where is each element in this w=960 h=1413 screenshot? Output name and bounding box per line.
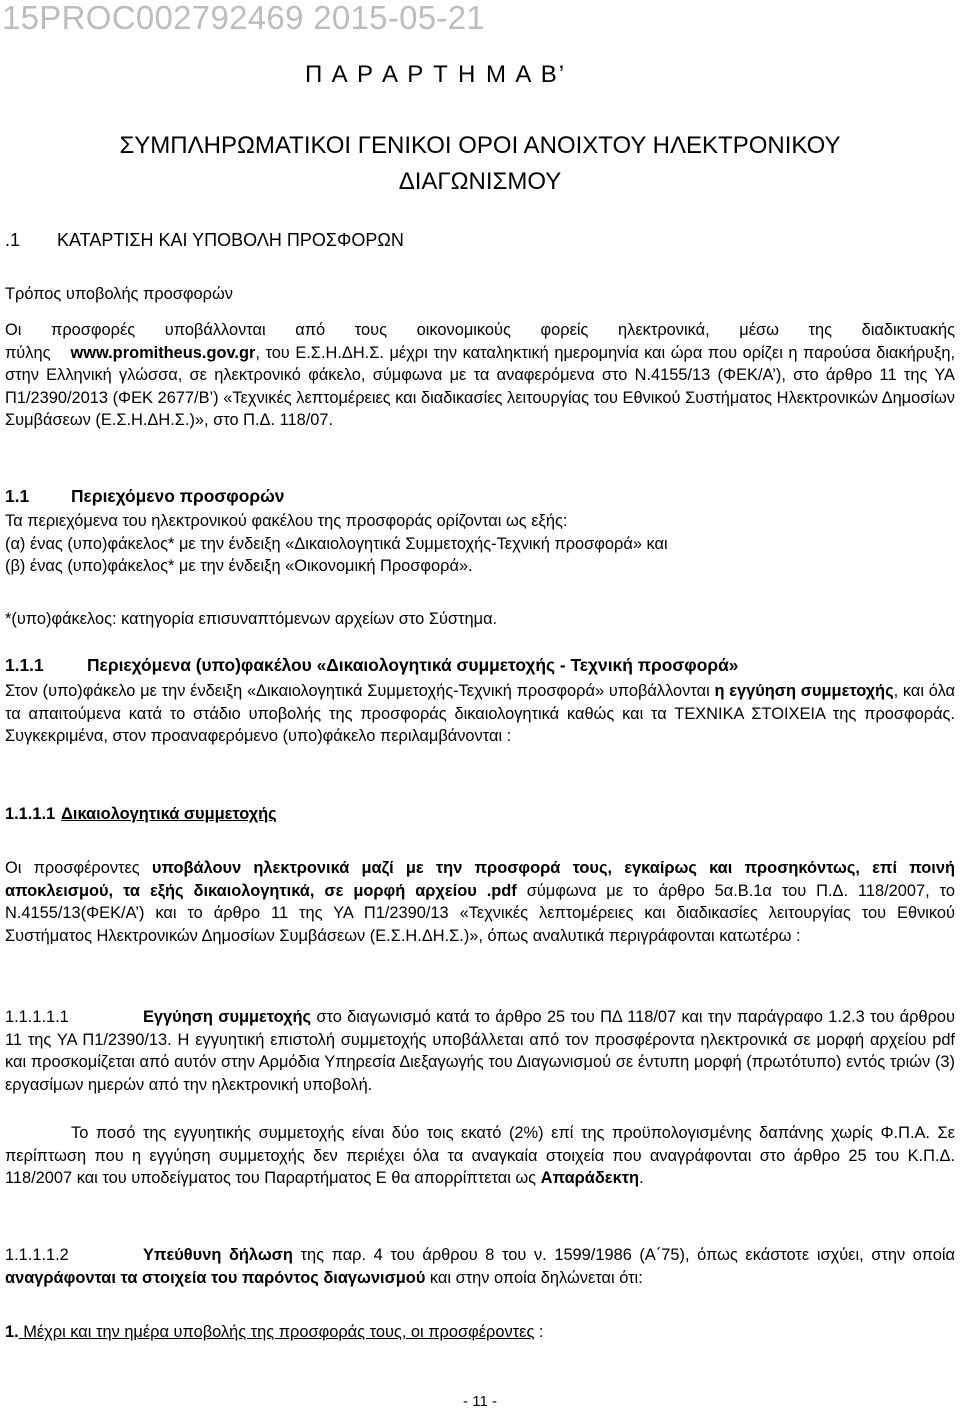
s1111-title: Δικαιολογητικά συμμετοχής <box>61 805 277 823</box>
s11111-body <box>5 1006 955 1096</box>
s111-text-2: , και όλα τα απαιτούμενα κατά το στάδιο υποβολής της προσφοράς δικαιολογητικά καθώς και τα ΤΕΧΝΙΚΑ ΣΤΟΙΧΕΙΑ της προσφοράς. Συγκεκριμένα, στον προαναφερόμενο (υπο)φάκελο περιλαμβάνονται : <box>5 682 955 746</box>
s111-body <box>5 680 955 748</box>
s1111-number: 1.1.1.1 <box>5 805 56 823</box>
main-title <box>5 128 955 200</box>
main-title-line-1: ΣΥΜΠΛΗΡΩΜΑΤΙΚΟΙ ΓΕΝΙΚΟΙ ΟΡΟΙ ΑΝΟΙΧΤΟΥ ΗΛΕΚΤΡΟΝΙΚΟΥ <box>119 132 841 159</box>
s1111-text-2: σύμφωνα με το άρθρο 5α.Β.1α του Π.Δ. 118/2007, το Ν.4155/13(ΦΕΚ/Α’) και το άρθρο 11 της ΥΑ Π1/2390/13 «Τεχνικές λεπτομέρειες και διαδικασίες λειτουργίας του Εθνικού Συστήματος Ηλεκτρονικών Δημοσίων Συμβάσεων (Ε.Σ.Η.ΔΗ.Σ.)», όπως αναλυτικά περιγράφονται κατωτέρω : <box>5 881 955 945</box>
s11111-title: Εγγύηση συμμετοχής <box>143 1008 312 1026</box>
s111-heading <box>5 654 955 678</box>
s11111-para-2 <box>5 1122 955 1190</box>
s1111-body <box>5 857 955 947</box>
s11111-text: στο διαγωνισμό κατά το άρθρο 25 του ΠΔ 118/07 και την παράγραφο 1.2.3 του άρθρου 11 της ΥΑ Π1/2390/13. Η εγγυητική επιστολή συμμετοχής υποβάλλεται από τον προσφέροντα ηλεκτρονικά σε μορφή αρχείου pdf και προσκομίζεται από αυτόν στην Αρμόδια Υπηρεσία Διεξαγωγής του Διαγωνισμού σε έντυπη μορφή (πρωτότυπο) εντός τριών (3) εργασίμων ημερών από την ηλεκτρονική υποβολή. <box>5 1008 955 1094</box>
appendix-title: Π Α Ρ Α Ρ Τ Η Μ Α Β’ <box>305 61 567 88</box>
s11111-number: 1.1.1.1.1 <box>5 1008 69 1026</box>
s11-line-1: Τα περιεχόμενα του ηλεκτρονικού φακέλου της προσφοράς ορίζονται ως εξής: <box>5 512 568 530</box>
s11-body <box>5 510 955 578</box>
submission-pre: πύλης <box>5 343 51 362</box>
s11111-para-2-text: Το ποσό της εγγυητικής συμμετοχής είναι δύο τοις εκατό (2%) επί της προϋπολογισμένης δαπάνης χωρίς Φ.Π.Α. Σε περίπτωση που η εγγύηση συμμετοχής δεν περιέχει όλα τα αναγκαία στοιχεία που αναγράφονται στο άρθρο 25 του Κ.Π.Δ. 118/2007 και του υποδείγματος του Παραρτήματος Ε θα απορρίπτεται ως <box>5 1124 955 1188</box>
s11112-number: 1.1.1.1.2 <box>5 1246 69 1264</box>
s1111-text-1: Οι προσφέροντες <box>5 859 152 877</box>
s111-number: 1.1.1 <box>5 655 44 675</box>
s11111-para-2-end: . <box>639 1169 644 1188</box>
s11112-bold: αναγράφονται τα στοιχεία του παρόντος διαγωνισμού <box>5 1268 426 1287</box>
item-1-text: Μέχρι και την ημέρα υποβολής της προσφοράς τους, οι προσφέροντες <box>18 1323 535 1341</box>
s111-bold: η εγγύηση συμμετοχής <box>714 682 894 700</box>
submission-paragraph <box>5 319 955 432</box>
s11-heading <box>5 485 955 509</box>
submission-rest: , του Ε.Σ.Η.ΔΗ.Σ. μέχρι την καταληκτική ημερομηνία και ώρα που ορίζει η παρούσα διακήρυξη, στην Ελληνική γλώσσα, σε ηλεκτρονικό φάκελο, σύμφωνα με τα αναφερόμενα στο Ν.4155/13 (ΦΕΚ/Α’), στο άρθρο 11 της ΥΑ Π1/2390/2013 (ΦΕΚ 2677/Β’) «Τεχνικές λεπτομέρειες και διαδικασίες λειτουργίας του Εθνικού Συστήματος Ηλεκτρονικών Δημοσίων Συμβάσεων (Ε.Σ.Η.ΔΗ.Σ.)», στο Π.Δ. 118/07. <box>5 343 955 430</box>
submission-heading: Τρόπος υποβολής προσφορών <box>5 285 233 303</box>
s1111-heading <box>5 803 955 826</box>
submission-body <box>5 342 955 432</box>
promitheus-link[interactable]: www.promitheus.gov.gr <box>70 343 256 362</box>
s11111-unacceptable: Απαράδεκτη <box>540 1169 640 1188</box>
s11112-text-2: και στην οποία δηλώνεται ότι: <box>425 1268 643 1287</box>
s11112-text-1: της παρ. 4 του άρθρου 8 του ν. 1599/1986 (Α΄75), όπως εκάστοτε ισχύει, στην οποία <box>292 1246 955 1264</box>
section-number: .1 <box>5 230 21 250</box>
submission-line-1: Οι προσφορές υποβάλλονται από τους οικονομικούς φορείς ηλεκτρονικά, μέσω της διαδικτυακής <box>5 321 955 339</box>
s1111-bold: υποβάλουν ηλεκτρονικά μαζί με την προσφορά τους, εγκαίρως και προσηκόντως, επί ποινή αποκλεισμού, τα εξής δικαιολογητικά, σε μορφή αρχείου .pdf <box>5 859 955 900</box>
s11-line-2: (α) ένας (υπο)φάκελος* με την ένδειξη «Δικαιολογητικά Συμμετοχής-Τεχνική προσφορά» και <box>5 534 668 553</box>
item-1-number: 1. <box>5 1323 19 1341</box>
s11112-item-1 <box>5 1321 955 1344</box>
section-heading <box>5 226 404 254</box>
s11-title: Περιεχόμενο προσφορών <box>71 486 285 506</box>
s11-line-3: (β) ένας (υπο)φάκελος* με την ένδειξη «Οικονομική Προσφορά». <box>5 557 473 576</box>
s11-note: *(υπο)φάκελος: κατηγορία επισυναπτόμενων αρχείων στο Σύστημα. <box>5 610 498 628</box>
document-watermark: 15PROC002792469 2015-05-21 <box>2 0 485 36</box>
page-number: - 11 - <box>463 1393 497 1410</box>
s111-text-1: Στον (υπο)φάκελο με την ένδειξη «Δικαιολογητικά Συμμετοχής-Τεχνική προσφορά» υποβάλλονται <box>5 682 715 700</box>
section-title: ΚΑΤΑΡΤΙΣΗ ΚΑΙ ΥΠΟΒΟΛΗ ΠΡΟΣΦΟΡΩΝ <box>57 230 404 250</box>
s11-number: 1.1 <box>5 486 30 506</box>
item-1-tail: : <box>534 1323 544 1341</box>
s11112-title: Υπεύθυνη δήλωση <box>143 1246 293 1264</box>
main-title-line-2: ΔΙΑΓΩΝΙΣΜΟΥ <box>398 168 562 195</box>
s111-title: Περιεχόμενα (υπο)φακέλου «Δικαιολογητικά συμμετοχής - Τεχνική προσφορά» <box>87 655 739 675</box>
s11112-body <box>5 1244 955 1289</box>
